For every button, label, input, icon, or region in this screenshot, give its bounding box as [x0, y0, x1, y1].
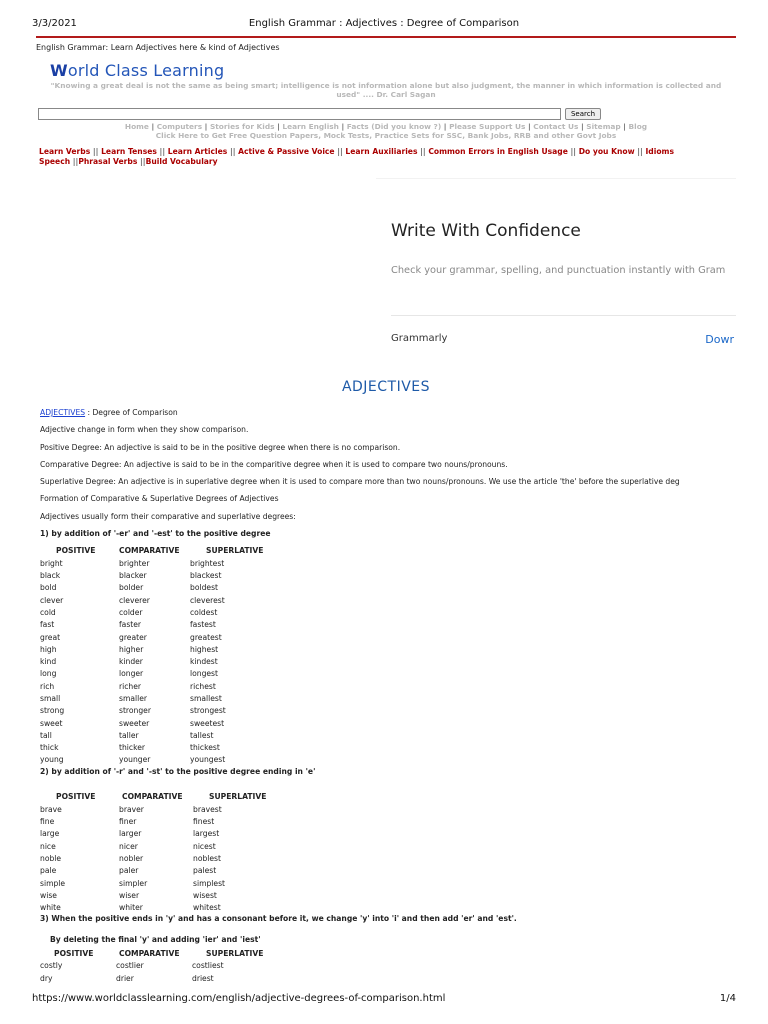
- cell-superlative: wisest: [193, 890, 217, 900]
- cell-positive: costly: [40, 961, 63, 971]
- table-row: [40, 889, 283, 901]
- cell-comparative: thicker: [119, 743, 145, 753]
- cell-superlative: brightest: [190, 558, 225, 568]
- cell-positive: dry: [40, 973, 53, 983]
- cell-positive: large: [40, 829, 60, 839]
- paragraph-6: Adjectives usually form their comparative and superlative degrees:: [40, 511, 296, 521]
- cell-superlative: coldest: [190, 607, 218, 617]
- grammar-link-phrasal-verbs[interactable]: Phrasal Verbs: [78, 156, 138, 166]
- cell-positive: thick: [40, 743, 59, 753]
- section-3-note: By deleting the final 'y' and adding 'ier' and 'iest': [50, 934, 261, 944]
- ad-divider: [391, 315, 736, 316]
- cell-superlative: greatest: [190, 632, 222, 642]
- cell-positive: brave: [40, 804, 62, 814]
- table-row: [40, 902, 283, 914]
- paragraph-3: Comparative Degree: An adjective is said to be in the comparitive degree when it is used to compare two nouns/pronouns.: [40, 459, 508, 469]
- cell-comparative: simpler: [119, 878, 148, 888]
- link-separator: ||: [334, 147, 346, 156]
- grammar-links-line-2: [39, 157, 736, 167]
- grammar-link-build-vocabulary[interactable]: Build Vocabulary: [145, 156, 218, 166]
- cell-comparative: costlier: [116, 961, 144, 971]
- advertisement[interactable]: [376, 178, 736, 354]
- grammar-link-idioms[interactable]: Idioms: [645, 147, 674, 156]
- cell-comparative: brighter: [119, 558, 150, 568]
- table-row: [40, 594, 280, 606]
- table-row: [40, 754, 280, 766]
- site-nav: [36, 122, 736, 140]
- nav-link-blog[interactable]: Blog: [628, 122, 648, 131]
- cell-positive: bright: [40, 558, 63, 568]
- table-row: [40, 631, 280, 643]
- nav-link-facts-did-you-know[interactable]: Facts (Did you know ?): [346, 122, 442, 131]
- link-separator: ||: [634, 147, 646, 156]
- col-positive: POSITIVE: [54, 948, 94, 958]
- cell-superlative: driest: [192, 973, 214, 983]
- ad-title: Write With Confidence: [391, 221, 581, 241]
- table-row: [40, 692, 280, 704]
- cell-comparative: whiter: [119, 903, 143, 913]
- adjectives-link[interactable]: ADJECTIVES: [40, 408, 86, 417]
- grammar-link-learn-verbs[interactable]: Learn Verbs: [39, 147, 91, 156]
- nav-link-home[interactable]: Home: [124, 122, 149, 131]
- link-separator: ||: [156, 147, 168, 156]
- cell-positive: strong: [40, 706, 65, 716]
- table-ier-iest: [40, 947, 282, 985]
- site-quote: "Knowing a great deal is not the same as being smart; intelligence is not information alone but also judgment, the manner in which information is collected and used" .... Dr. Carl Sagan: [50, 81, 722, 99]
- top-bar: [36, 36, 736, 52]
- cell-positive: bold: [40, 583, 57, 593]
- site-logo[interactable]: [50, 61, 736, 80]
- table-row: [40, 877, 283, 889]
- col-comparative: COMPARATIVE: [119, 546, 180, 556]
- cell-superlative: simplest: [193, 878, 225, 888]
- table-row: [40, 960, 282, 972]
- section-3-heading: 3) When the positive ends in 'y' and has a consonant before it, we change 'y' into 'i' and then add 'er' and 'est'.: [40, 913, 517, 923]
- cell-superlative: thickest: [190, 743, 220, 753]
- paragraph-4: Superlative Degree: An adjective is in superlative degree when it is used to compare more than two nouns/pronouns. We use the article 'the' before the superlative deg: [40, 477, 680, 487]
- grammar-links: [39, 147, 736, 166]
- cell-superlative: costliest: [192, 961, 224, 971]
- section-1-heading: 1) by addition of '-er' and '-est' to the positive degree: [40, 529, 271, 539]
- grammar-link-active-passive-voice[interactable]: Active & Passive Voice: [238, 147, 335, 156]
- grammar-links-line-1: [39, 147, 736, 157]
- cell-superlative: whitest: [193, 903, 221, 913]
- link-separator: ||: [70, 156, 79, 166]
- page-content: [36, 36, 736, 983]
- search-button[interactable]: Search: [565, 108, 601, 120]
- table-row: [40, 606, 280, 618]
- table-row: [40, 557, 280, 569]
- cell-positive: sweet: [40, 718, 63, 728]
- table-row: [40, 705, 280, 717]
- table-row: [40, 972, 282, 984]
- cell-comparative: braver: [119, 804, 144, 814]
- cell-comparative: drier: [116, 973, 134, 983]
- cell-positive: young: [40, 755, 64, 765]
- cell-superlative: boldest: [190, 583, 219, 593]
- link-separator: ||: [417, 147, 429, 156]
- cell-superlative: longest: [190, 669, 218, 679]
- link-separator: ||: [90, 147, 102, 156]
- print-date: 3/3/2021: [32, 18, 77, 29]
- intro-line: [40, 408, 736, 417]
- cell-positive: black: [40, 571, 61, 581]
- cell-positive: rich: [40, 681, 55, 691]
- grammar-link-do-you-know[interactable]: Do you Know: [578, 147, 635, 156]
- print-page-number: 1/4: [719, 993, 736, 1004]
- cell-comparative: paler: [119, 866, 139, 876]
- cell-comparative: faster: [119, 620, 142, 630]
- logo-initial: W: [50, 61, 68, 80]
- link-separator: |: [338, 122, 347, 131]
- cell-positive: white: [40, 903, 61, 913]
- cell-comparative: higher: [119, 644, 144, 654]
- col-superlative: SUPERLATIVE: [206, 948, 264, 958]
- cell-superlative: largest: [193, 829, 220, 839]
- cell-positive: fast: [40, 620, 55, 630]
- link-separator: |: [202, 122, 210, 131]
- cell-comparative: nobler: [119, 853, 144, 863]
- table-row: [40, 643, 280, 655]
- cell-positive: cold: [40, 607, 56, 617]
- grammar-link-learn-articles[interactable]: Learn Articles: [167, 147, 228, 156]
- cell-comparative: wiser: [119, 890, 140, 900]
- grammar-link-common-errors-in-english-usage[interactable]: Common Errors in English Usage: [428, 147, 568, 156]
- cell-positive: pale: [40, 866, 57, 876]
- cell-comparative: smaller: [119, 693, 148, 703]
- cell-comparative: richer: [119, 681, 142, 691]
- cell-positive: fine: [40, 817, 55, 827]
- cell-superlative: finest: [193, 817, 215, 827]
- cell-positive: kind: [40, 657, 57, 667]
- cell-positive: wise: [40, 890, 57, 900]
- nav-link-please-support-us[interactable]: Please Support Us: [449, 122, 526, 131]
- col-positive: POSITIVE: [56, 792, 96, 802]
- link-separator: ||: [137, 156, 146, 166]
- cell-comparative: colder: [119, 607, 143, 617]
- ad-brand: Grammarly: [391, 333, 448, 344]
- cell-superlative: blackest: [190, 571, 222, 581]
- paragraph-1: Adjective change in form when they show comparison.: [40, 425, 249, 435]
- cell-superlative: palest: [193, 866, 217, 876]
- cell-comparative: cleverer: [119, 595, 150, 605]
- cell-superlative: strongest: [190, 706, 226, 716]
- link-separator: |: [525, 122, 534, 131]
- col-comparative: COMPARATIVE: [119, 948, 180, 958]
- cell-comparative: kinder: [119, 657, 143, 667]
- table-row: [40, 668, 280, 680]
- ad-download-button[interactable]: Dowr: [705, 333, 734, 346]
- cell-positive: noble: [40, 853, 62, 863]
- cell-positive: great: [40, 632, 61, 642]
- cell-superlative: highest: [190, 644, 219, 654]
- cell-positive: clever: [40, 595, 64, 605]
- intro-line-text: : Degree of Comparison: [85, 408, 178, 417]
- nav-line-2[interactable]: Click Here to Get Free Question Papers, Mock Tests, Practice Sets for SSC, Bank Jobs, RRB and other Govt Jobs: [155, 131, 617, 140]
- cell-comparative: taller: [119, 730, 139, 740]
- grammar-link-learn-tenses[interactable]: Learn Tenses: [101, 147, 157, 156]
- grammar-link-learn-auxiliaries[interactable]: Learn Auxiliaries: [345, 147, 418, 156]
- nav-link-learn-english[interactable]: Learn English: [282, 122, 339, 131]
- link-separator: |: [620, 122, 629, 131]
- cell-superlative: richest: [190, 681, 216, 691]
- table-row: [40, 742, 280, 754]
- table-row: [40, 828, 283, 840]
- cell-comparative: blacker: [119, 571, 147, 581]
- cell-comparative: sweeter: [119, 718, 150, 728]
- col-positive: POSITIVE: [56, 546, 96, 556]
- table-row: [40, 729, 280, 741]
- cell-superlative: fastest: [190, 620, 216, 630]
- nav-link-stories-for-kids[interactable]: Stories for Kids: [209, 122, 275, 131]
- cell-positive: simple: [40, 878, 66, 888]
- cell-superlative: sweetest: [190, 718, 225, 728]
- cell-positive: long: [40, 669, 57, 679]
- cell-comparative: younger: [119, 755, 151, 765]
- nav-line-1: [36, 122, 736, 131]
- table-er-est: [40, 544, 280, 766]
- table-row: [40, 655, 280, 667]
- cell-superlative: nicest: [193, 841, 216, 851]
- cell-superlative: smallest: [190, 693, 222, 703]
- logo-text: orld Class Learning: [67, 61, 225, 80]
- link-separator: |: [274, 122, 283, 131]
- cell-comparative: bolder: [119, 583, 144, 593]
- search-input[interactable]: [38, 108, 561, 120]
- grammar-link-speech[interactable]: Speech: [39, 156, 71, 166]
- cell-positive: nice: [40, 841, 56, 851]
- table-row: [40, 569, 280, 581]
- table-row: [40, 619, 280, 631]
- nav-link-contact-us[interactable]: Contact Us: [533, 122, 579, 131]
- col-comparative: COMPARATIVE: [122, 792, 183, 802]
- cell-superlative: noblest: [193, 853, 221, 863]
- table-row: [40, 840, 283, 852]
- col-superlative: SUPERLATIVE: [206, 546, 264, 556]
- nav-link-computers[interactable]: Computers: [156, 122, 203, 131]
- table-r-st: [40, 790, 283, 914]
- nav-link-sitemap[interactable]: Sitemap: [586, 122, 621, 131]
- link-separator: |: [441, 122, 450, 131]
- paragraph-2: Positive Degree: An adjective is said to be in the positive degree when there is no comparison.: [40, 442, 401, 452]
- table-row: [40, 815, 283, 827]
- cell-positive: high: [40, 644, 57, 654]
- page-title: ADJECTIVES: [341, 379, 431, 395]
- print-header: [32, 18, 736, 30]
- link-separator: ||: [567, 147, 579, 156]
- cell-comparative: stronger: [119, 706, 151, 716]
- section-2-heading: 2) by addition of '-r' and '-st' to the positive degree ending in 'e': [40, 767, 316, 777]
- article-body: [40, 408, 736, 984]
- search-bar: [38, 108, 736, 120]
- cell-positive: tall: [40, 730, 52, 740]
- cell-superlative: tallest: [190, 730, 214, 740]
- cell-comparative: larger: [119, 829, 142, 839]
- table-row: [40, 852, 283, 864]
- cell-comparative: greater: [119, 632, 147, 642]
- link-separator: |: [578, 122, 587, 131]
- table-row: [40, 680, 280, 692]
- cell-superlative: kindest: [190, 657, 218, 667]
- cell-comparative: nicer: [119, 841, 138, 851]
- print-footer: [32, 993, 736, 1005]
- paragraph-5: Formation of Comparative & Superlative Degrees of Adjectives: [40, 494, 279, 504]
- table-row: [40, 582, 280, 594]
- cell-comparative: longer: [119, 669, 144, 679]
- link-separator: |: [148, 122, 157, 131]
- link-separator: ||: [227, 147, 239, 156]
- print-title: English Grammar : Adjectives : Degree of Comparison: [248, 18, 520, 29]
- ad-subtitle: Check your grammar, spelling, and punctuation instantly with Gram: [391, 265, 726, 276]
- cell-comparative: finer: [119, 817, 137, 827]
- cell-superlative: youngest: [190, 755, 226, 765]
- table-row: [40, 803, 283, 815]
- cell-positive: small: [40, 693, 61, 703]
- print-url: https://www.worldclasslearning.com/english/adjective-degrees-of-comparison.html: [32, 993, 446, 1004]
- top-bar-text: English Grammar: Learn Adjectives here & kind of Adjectives: [36, 43, 280, 52]
- table-row: [40, 865, 283, 877]
- col-superlative: SUPERLATIVE: [209, 792, 267, 802]
- cell-superlative: cleverest: [190, 595, 225, 605]
- table-row: [40, 717, 280, 729]
- cell-superlative: bravest: [193, 804, 222, 814]
